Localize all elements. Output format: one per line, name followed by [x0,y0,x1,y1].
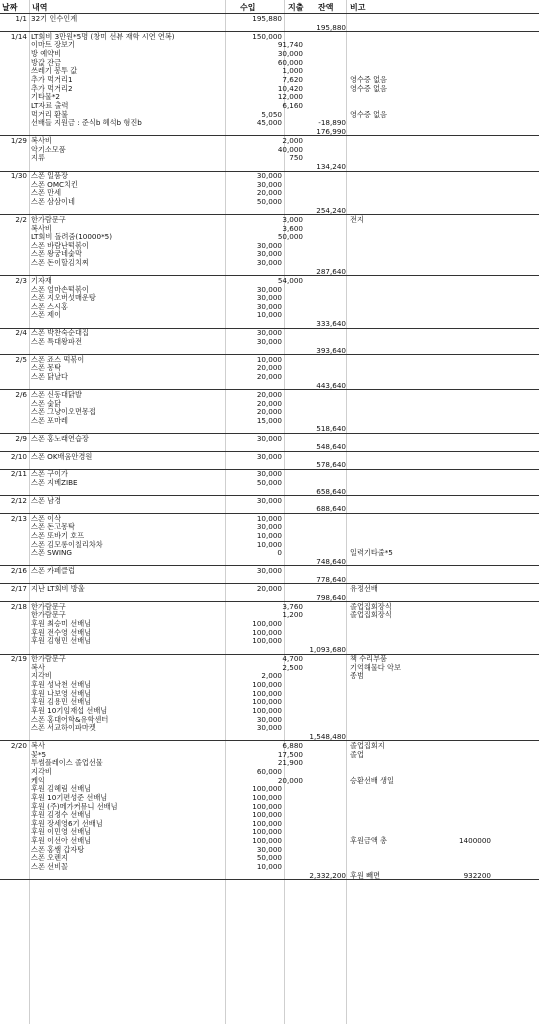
row-description: 후원 이선아 선배님 [31,836,92,846]
row-description: 쓰레기 봉투 값 [31,66,78,76]
row-description: 투썸플레이스 졸업선물 [31,758,103,768]
row-income: 100,000 [252,818,282,828]
row-income: 30,000 [256,328,282,338]
row-expense: 2,500 [282,662,303,672]
row-income: 30,000 [256,249,282,259]
row-description: 후원 성낙천 선배님 [31,680,92,690]
row-income: 15,000 [256,415,282,425]
row-income: 100,000 [252,636,282,646]
entry-date: 2/10 [10,451,27,461]
row-description: 지각비 [31,671,52,681]
row-note: 일력기타줄*5 [350,548,393,558]
row-income: 10,000 [256,539,282,549]
row-description: 복사 [31,662,45,672]
row-income: 100,000 [252,619,282,629]
row-description: 스폰 만세 [31,188,62,198]
row-income: 5,050 [261,109,282,119]
row-income: 10,000 [256,310,282,320]
row-description: 스폰 서교하이파마켓 [31,723,96,733]
row-note: 후원금액 총 [350,836,388,846]
row-income: 30,000 [256,723,282,733]
row-description: 방값 잔금 [31,57,62,67]
row-expense: 3,760 [282,601,303,611]
row-income: 30,000 [256,522,282,532]
row-expense: 10,420 [277,83,303,93]
row-note: 유정선배 [350,583,378,593]
row-income: 30,000 [256,240,282,250]
row-description: 후원 김용민 선배님 [31,697,92,707]
row-description: 스폰 제이 [31,310,62,320]
row-description: 추가 먹거리1 [31,75,73,84]
row-income: 100,000 [252,627,282,637]
header-description: 내역 [32,3,48,12]
row-expense: 40,000 [277,144,303,154]
row-description: 복사비 [31,136,52,146]
row-expense: 60,000 [277,57,303,67]
row-income: 30,000 [256,258,282,268]
row-description: 악기소모품 [31,144,66,154]
row-expense: 91,740 [277,40,303,50]
row-income: 10,000 [256,513,282,523]
row-expense: 1,000 [282,66,303,76]
row-income: 30,000 [256,293,282,303]
row-income: 100,000 [252,801,282,811]
row-description: 스폰 박찬숙순대집 [31,328,89,338]
group-balance: 333,640 [316,319,346,329]
row-description: 복사 [31,741,45,751]
row-description: 이마트 장보기 [31,40,75,50]
row-income: 0 [277,548,282,558]
group-balance: 778,640 [316,574,346,584]
row-expense: 3,600 [282,223,303,233]
entry-date: 1/30 [10,171,27,181]
row-description: 스폰 또바기 호프 [31,530,85,540]
row-description: 스폰 돈이할김치찌 [31,258,89,268]
row-income: 20,000 [256,372,282,382]
row-description: 지류 [31,153,45,163]
row-expense: 750 [289,153,303,163]
row-income: 30,000 [256,844,282,854]
group-balance: 518,640 [316,424,346,434]
row-expense: 7,620 [282,75,303,84]
group-balance: 134,240 [316,161,346,171]
row-note: 책 수리부품 [350,654,388,664]
row-description: 스폰 오렌지 [31,853,69,863]
row-description: 후원 김정수 선배님 [31,810,92,820]
row-income: 100,000 [252,680,282,690]
row-income: 10,000 [256,861,282,871]
row-description: 스폰 숯닭 [31,398,62,408]
entry-date: 2/6 [15,389,27,399]
group-balance: 748,640 [316,556,346,566]
row-description: 스폰 닭날다 [31,372,69,382]
row-description: 스폰 스시홍 [31,301,69,311]
group-balance-note: 후원 빼면 [350,870,381,880]
row-note: 영수증 없음 [350,75,388,84]
row-expense: 1,200 [282,610,303,620]
group-balance: 1,548,480 [309,731,346,741]
row-balance: -18,890 [318,118,346,128]
row-description: 지각비 [31,766,52,776]
entry-date: 1/29 [10,136,27,146]
row-income: 30,000 [256,171,282,181]
row-note: 전지 [350,214,364,224]
row-income: 20,000 [256,583,282,593]
row-description: 기자재 [31,275,52,285]
row-description: 스폰 김모롱이칠리차차 [31,539,103,549]
row-income: 100,000 [252,697,282,707]
row-note: 졸업집회장식 [350,601,392,611]
row-note: 졸업집회지 [350,741,385,751]
row-income: 100,000 [252,836,282,846]
row-expense: 4,700 [282,654,303,664]
row-expense: 50,000 [277,232,303,242]
row-description: 스폰 구이가 [31,469,69,479]
row-description: 먹거리 환불 [31,109,69,119]
column-divider [346,0,347,1024]
header-income: 수입 [240,3,256,12]
row-description: 기타물*2 [31,92,60,102]
group-balance: 443,640 [316,380,346,390]
row-expense: 6,880 [282,741,303,751]
row-note: 영수증 없음 [350,83,388,93]
row-description: 스폰 OK배움안경원 [31,451,93,461]
group-divider [0,879,539,880]
row-income: 2,000 [261,671,282,681]
row-expense: 6,160 [282,100,303,110]
header-balance: 잔액 [318,3,334,12]
row-description: 32기 인수인계 [31,14,78,23]
header-note: 비고 [350,3,366,12]
row-description: 추가 먹거리2 [31,83,73,93]
row-description: 한가람문구 [31,610,66,620]
row-note: 기억해물다 악보 [350,662,401,672]
row-description: 선배들 지원금 : 준식b 혜석b 형진b [31,118,142,128]
row-income: 50,000 [256,853,282,863]
row-description: LT회비 3만원*5명 (창미 선뷰 재학 시연 연복) [31,31,175,41]
entry-date: 2/5 [15,354,27,364]
row-description: 후원 (주)메가커뮤니 선배님 [31,801,118,811]
row-description: 스폰 엄마손떡볶이 [31,284,89,294]
row-description: 스폰 그냥이오면몽접 [31,407,96,417]
row-note: 영수증 없음 [350,109,388,119]
row-expense: 17,500 [277,749,303,759]
row-income: 30,000 [256,451,282,461]
row-description: 후원 나보영 선배님 [31,688,92,698]
row-income: 100,000 [252,827,282,837]
row-description: 스폰 SWING [31,548,72,558]
row-description: 스폰 포마레 [31,415,69,425]
row-income: 30,000 [256,284,282,294]
row-note: 종범 [350,671,364,681]
column-divider [29,0,30,1024]
row-income: 60,000 [256,766,282,776]
row-income: 100,000 [252,810,282,820]
row-expense: 2,000 [282,136,303,146]
row-description: 스폰 남경 [31,495,62,505]
row-expense: 12,000 [277,92,303,102]
row-income: 100,000 [252,792,282,802]
group-balance: 393,640 [316,345,346,355]
row-income: 100,000 [252,784,282,794]
row-note: 졸업집회장식 [350,610,392,620]
entry-date: 2/17 [10,583,27,593]
row-income: 100,000 [252,688,282,698]
row-description: 방 예약비 [31,49,62,59]
entry-date: 2/13 [10,513,27,523]
row-income: 20,000 [256,363,282,373]
group-balance: 798,640 [316,592,346,602]
row-description: 한가람문구 [31,654,66,664]
row-description: 스폰 선비꼴 [31,861,69,871]
row-description: 스폰 바람난떡볶이 [31,240,89,250]
row-income: 150,000 [252,31,282,41]
row-description: 스폰 몽탁 [31,363,62,373]
group-balance: 2,332,200 [309,870,346,880]
row-description: 후원 김혜림 선배님 [31,784,92,794]
row-description: 지난 LT회비 방울 [31,583,85,593]
row-description: 스폰 지베ZIBE [31,477,78,487]
row-description: 스폰 홍대어학&유학센터 [31,714,109,724]
group-balance: 195,880 [316,22,346,32]
row-income: 20,000 [256,398,282,408]
row-description: 한가람문구 [31,214,66,224]
row-income: 30,000 [256,495,282,505]
group-balance: 254,240 [316,205,346,215]
row-description: 한가람문구 [31,601,66,611]
row-expense: 20,000 [277,775,303,785]
row-income: 30,000 [256,179,282,189]
row-income: 50,000 [256,477,282,487]
row-income: 30,000 [256,433,282,443]
entry-date: 2/11 [10,469,27,479]
row-income: 195,880 [252,14,282,23]
row-description: 스폰 카페클럽 [31,566,75,576]
row-description: LT자료 출력 [31,100,69,110]
row-description: 후원 장세영6기 선배님 [31,818,103,828]
group-balance: 1,093,680 [309,644,346,654]
row-description: 스폰 돈고몽탁 [31,522,75,532]
row-description: 스폰 일품장 [31,171,69,181]
row-description: 후원 김형민 선배님 [31,636,92,646]
row-note: 승환선배 생일 [350,775,394,785]
row-description: 스폰 OMC치킨 [31,179,78,189]
row-description: 스폰 지오버섯매운탕 [31,293,96,303]
row-income: 30,000 [256,336,282,346]
group-balance: 176,990 [316,126,346,136]
row-description: 후원 이민영 선배님 [31,827,92,837]
row-note: 졸업 [350,749,364,759]
row-description: 스폰 홍쌤 갑자탕 [31,844,85,854]
group-balance-extra: 932200 [463,870,491,880]
column-divider [225,0,226,1024]
entry-date: 1/14 [10,31,27,41]
row-income: 100,000 [252,705,282,715]
header-date: 날짜 [2,3,18,12]
row-description: 후원 10기임재섭 선배님 [31,705,108,715]
row-income: 10,000 [256,354,282,364]
row-description: 후원 전수영 선배님 [31,627,92,637]
group-balance: 548,640 [316,442,346,452]
group-balance: 688,640 [316,504,346,514]
row-description: 복사비 [31,223,52,233]
row-income: 20,000 [256,188,282,198]
row-expense: 3,000 [282,214,303,224]
row-description: 후원 10기편성준 선배님 [31,792,108,802]
row-description: 꽃*5 [31,749,47,759]
row-expense: 21,900 [277,758,303,768]
entry-date: 2/18 [10,601,27,611]
row-income: 20,000 [256,389,282,399]
header-expense: 지출 [288,3,304,12]
entry-date: 2/19 [10,654,27,664]
row-expense: 54,000 [277,275,303,285]
row-description: 후원 최승미 선배님 [31,619,92,629]
row-income: 30,000 [256,714,282,724]
row-income: 30,000 [256,469,282,479]
group-balance: 578,640 [316,460,346,470]
row-description: 스폰 신동대닭발 [31,389,82,399]
row-extra: 1400000 [458,836,491,846]
entry-date: 2/9 [15,433,27,443]
entry-date: 2/12 [10,495,27,505]
row-income: 30,000 [256,566,282,576]
entry-date: 2/20 [10,741,27,751]
group-balance: 287,640 [316,266,346,276]
row-description: 스폰 홍노래연습장 [31,433,89,443]
entry-date: 2/2 [15,214,27,224]
row-description: 케익 [31,775,45,785]
row-description: 스폰 죠스 떡볶이 [31,354,85,364]
row-income: 20,000 [256,407,282,417]
entry-date: 2/4 [15,328,27,338]
row-description: LT회비 돌려줌(10000*5) [31,232,113,242]
entry-date: 1/1 [15,14,27,23]
row-income: 50,000 [256,197,282,207]
row-description: 스폰 이삭 [31,513,62,523]
row-description: 스폰 삼삼이네 [31,197,75,207]
group-balance: 658,640 [316,486,346,496]
row-income: 45,000 [256,118,282,128]
row-income: 10,000 [256,530,282,540]
row-income: 30,000 [256,301,282,311]
row-expense: 30,000 [277,49,303,59]
entry-date: 2/16 [10,566,27,576]
row-description: 스폰 특대왕파전 [31,336,82,346]
entry-date: 2/3 [15,275,27,285]
row-description: 스폰 왕궁네숯막 [31,249,82,259]
